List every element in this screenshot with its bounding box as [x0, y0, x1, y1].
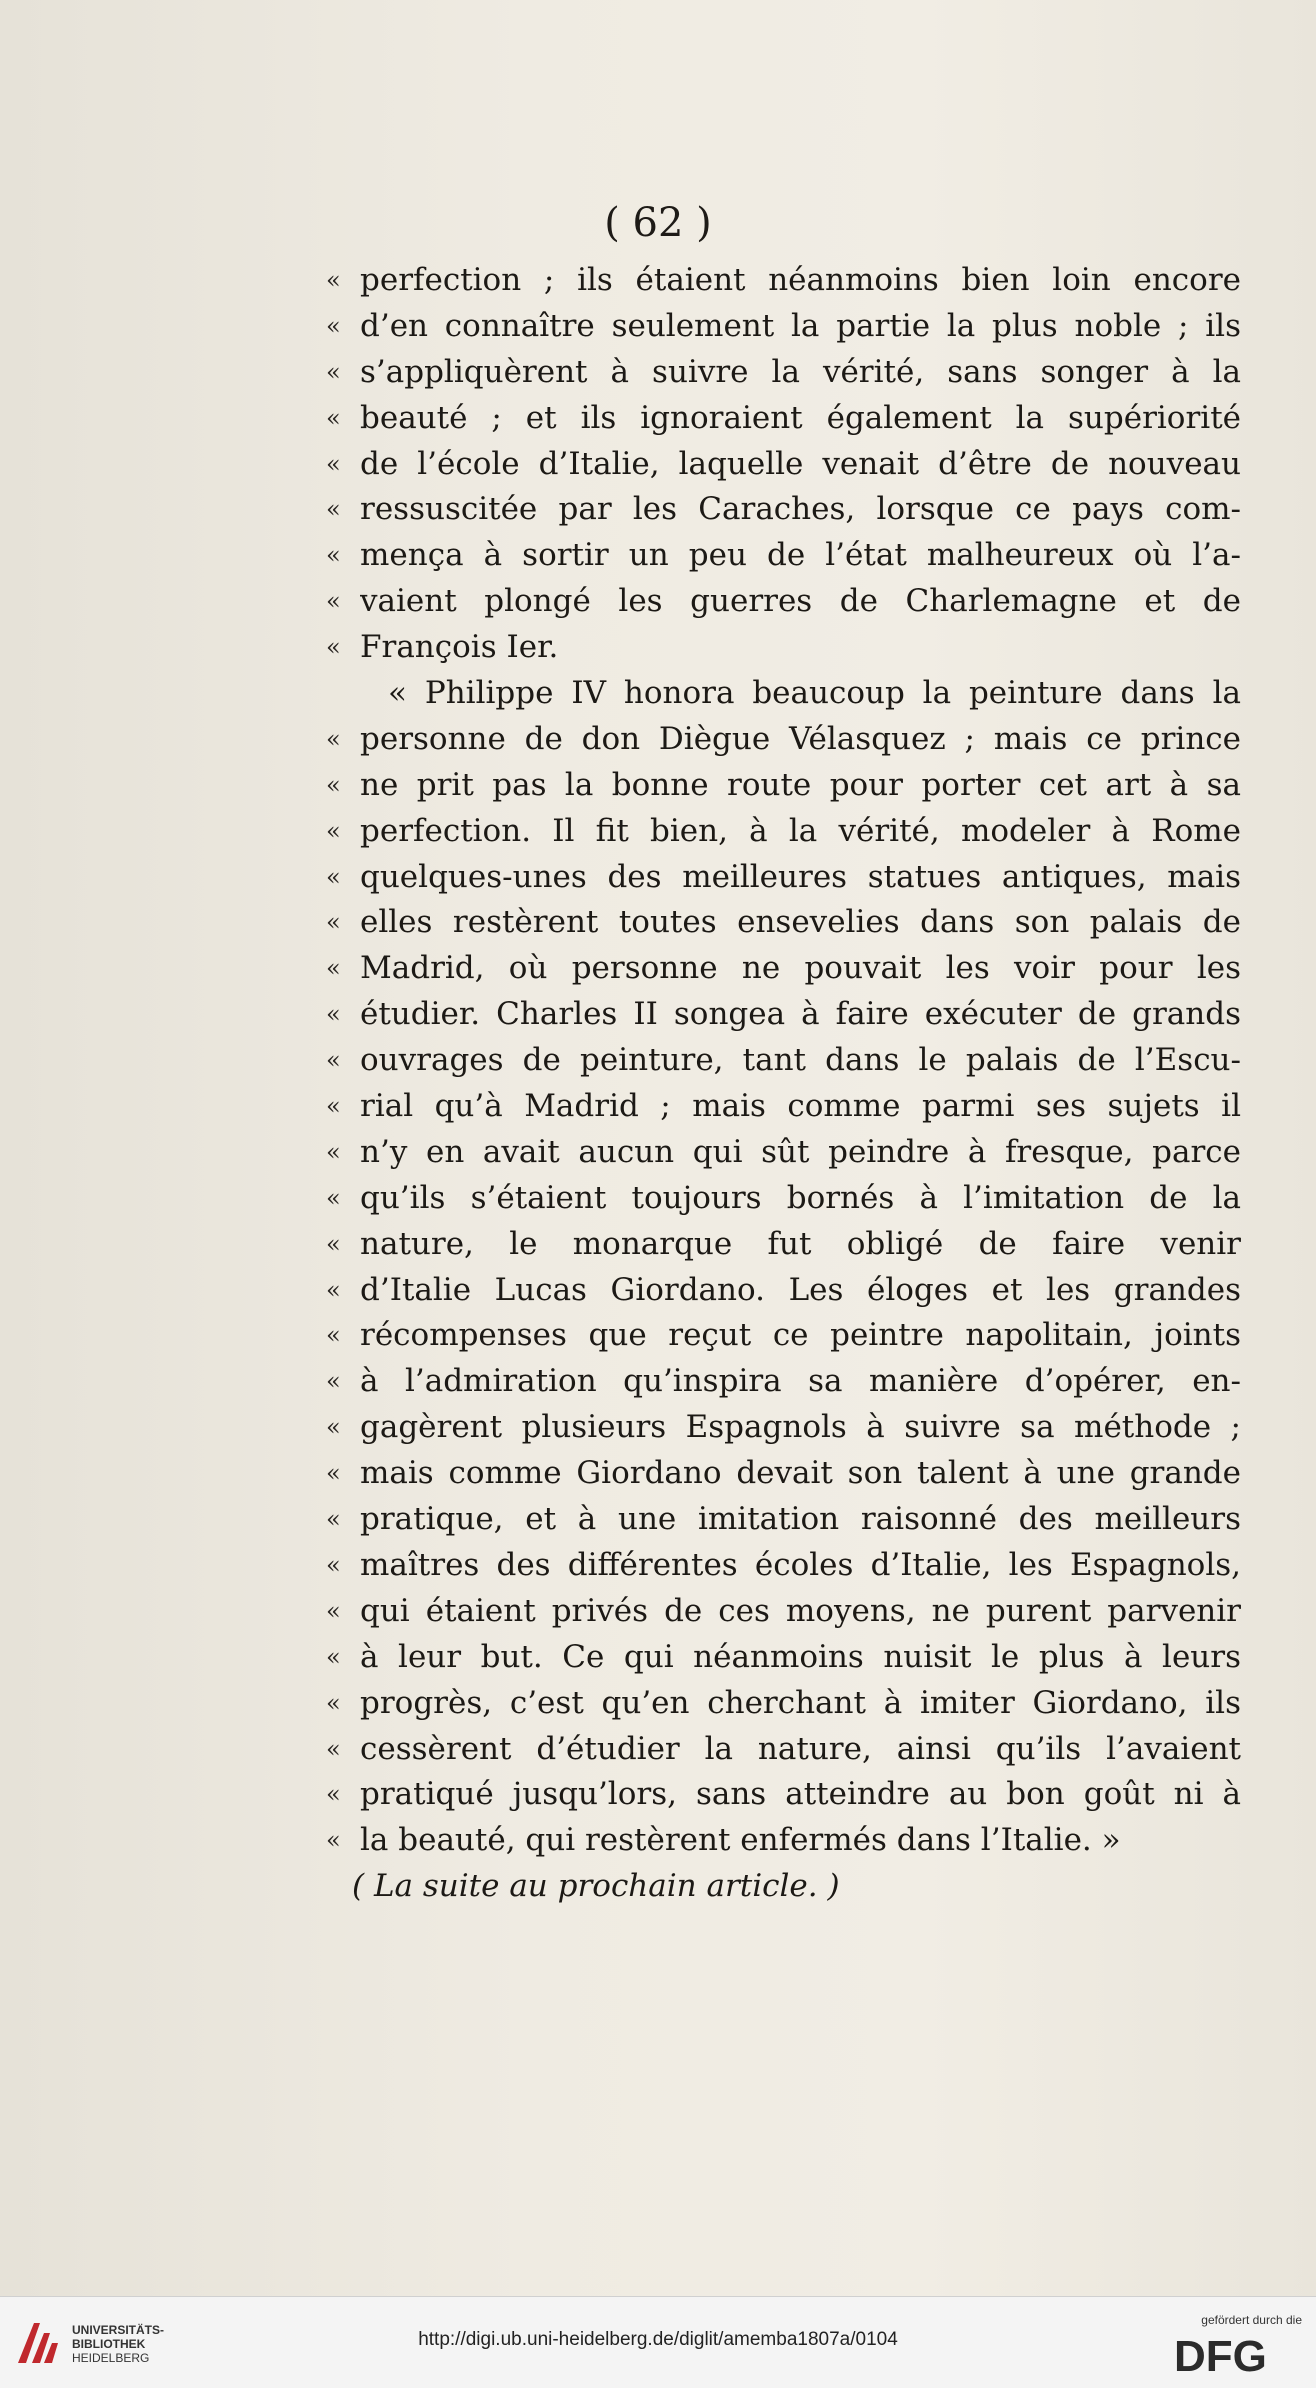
line-text: quelques-unes des meilleures statues antiques, mais — [360, 858, 1241, 895]
text-line — [326, 946, 1241, 992]
text-line — [326, 350, 1241, 396]
quote-mark: « — [326, 862, 341, 891]
line-text: personne de don Diègue Vélasquez ; mais ce prince — [360, 720, 1241, 757]
quote-mark: « — [326, 266, 341, 294]
line-text: s’appliquèrent à suivre la vérité, sans songer à la — [360, 353, 1241, 390]
quote-mark: « — [326, 495, 341, 524]
quote-mark: « — [326, 1550, 341, 1579]
dfg-logo-text: DFG — [1174, 2332, 1267, 2377]
line-text: Madrid, où personne ne pouvait les voir pour les — [360, 950, 1241, 987]
text-line — [326, 1543, 1241, 1589]
quote-mark: « — [326, 587, 341, 616]
text-line — [326, 1176, 1241, 1222]
line-text: cessèrent d’étudier la nature, ainsi qu’ils l’avaient — [360, 1730, 1241, 1767]
quote-mark: « — [326, 1596, 341, 1625]
line-text: ressuscitée par les Caraches, lorsque ce pays com- — [360, 491, 1241, 528]
line-text: de l’école d’Italie, laquelle venait d’être de nouveau — [360, 445, 1241, 482]
quote-mark: « — [326, 1092, 341, 1121]
quote-mark: « — [326, 541, 341, 570]
line-text: récompenses que reçut ce peintre napolitain, joints — [360, 1317, 1241, 1354]
quote-mark: « — [326, 1367, 341, 1396]
quote-mark: « — [326, 1734, 341, 1763]
text-line — [326, 1038, 1241, 1084]
text-line — [326, 1727, 1241, 1773]
text-line — [326, 717, 1241, 763]
text-line — [326, 396, 1241, 442]
quote-mark: « — [326, 908, 341, 937]
text-line — [326, 763, 1241, 809]
line-text: qui étaient privés de ces moyens, ne purent parvenir — [360, 1592, 1241, 1629]
continuation-note — [326, 1864, 1241, 1910]
line-text: n’y en avait aucun qui sût peindre à fresque, parce — [360, 1133, 1241, 1170]
text-line — [326, 1681, 1241, 1727]
line-text: ne prit pas la bonne route pour porter cet art à sa — [360, 766, 1241, 803]
quote-mark: « — [326, 633, 341, 662]
line-text: à l’admiration qu’inspira sa manière d’opérer, en- — [360, 1363, 1241, 1400]
text-line — [326, 1268, 1241, 1314]
text-line — [326, 855, 1241, 901]
line-text: progrès, c’est qu’en cherchant à imiter Giordano, ils — [360, 1684, 1241, 1721]
line-text: rial qu’à Madrid ; mais comme parmi ses sujets il — [360, 1088, 1241, 1125]
quote-mark: « — [326, 1826, 341, 1855]
quote-mark: « — [326, 1275, 341, 1304]
text-line — [326, 809, 1241, 855]
quote-mark: « — [326, 1780, 341, 1809]
quote-mark: « — [326, 954, 341, 983]
text-line — [326, 579, 1241, 625]
line-text: étudier. Charles II songea à faire exécuter de grands — [360, 996, 1241, 1033]
text-line — [326, 1359, 1241, 1405]
quote-mark: « — [326, 1688, 341, 1717]
line-text: la beauté, qui restèrent enfermés dans l’Italie. » — [360, 1822, 1121, 1859]
quote-mark: « — [326, 816, 341, 845]
text-line — [326, 1818, 1241, 1864]
logo-line-2: BIBLIOTHEK — [72, 2337, 146, 2351]
quote-mark: « — [326, 311, 341, 340]
quote-mark: « — [326, 1000, 341, 1029]
line-text: elles restèrent toutes ensevelies dans son palais de — [360, 904, 1241, 941]
line-text: perfection ; ils étaient néanmoins bien loin encore — [360, 262, 1241, 298]
line-text: maîtres des différentes écoles d’Italie, les Espagnols, — [360, 1546, 1241, 1583]
line-text: mença à sortir un peu de l’état malheureux où l’a- — [360, 537, 1241, 574]
line-text: vaient plongé les guerres de Charlemagne et de — [360, 583, 1241, 620]
dfg-logo-icon — [1174, 2331, 1302, 2377]
quote-mark: « — [326, 1642, 341, 1671]
line-text: François Ier. — [360, 629, 559, 666]
line-text: perfection. Il fit bien, à la vérité, modeler à Rome — [360, 812, 1241, 849]
text-line — [326, 1222, 1241, 1268]
text-line — [326, 258, 1241, 304]
quote-mark: « — [326, 1459, 341, 1488]
continuation-text: ( La suite au prochain article. ) — [352, 1868, 840, 1905]
text-line — [326, 1635, 1241, 1681]
line-text: d’en connaître seulement la partie la plus noble ; ils — [360, 307, 1241, 344]
viewer-footer — [0, 2296, 1316, 2388]
text-line — [326, 900, 1241, 946]
line-text: gagèrent plusieurs Espagnols à suivre sa méthode ; — [360, 1409, 1241, 1446]
permalink-url[interactable]: http://digi.ub.uni-heidelberg.de/diglit/amemba1807a/0104 — [418, 2329, 898, 2350]
quote-mark: « — [326, 1183, 341, 1212]
body-text — [326, 258, 1241, 1910]
quote-mark: « — [326, 1137, 341, 1166]
quote-mark: « — [326, 1321, 341, 1350]
text-line — [326, 487, 1241, 533]
text-line — [326, 442, 1241, 488]
text-line — [326, 1589, 1241, 1635]
quote-mark: « — [326, 1046, 341, 1075]
text-line — [326, 1084, 1241, 1130]
quote-mark: « — [326, 357, 341, 386]
line-text: qu’ils s’étaient toujours bornés à l’imitation de la — [360, 1179, 1241, 1216]
text-line — [326, 1313, 1241, 1359]
line-text: « Philippe IV honora beaucoup la peinture dans la — [388, 675, 1241, 712]
page-number: ( 62 ) — [604, 200, 712, 246]
text-line — [326, 1451, 1241, 1497]
sponsor-label: gefördert durch die — [1201, 2313, 1302, 2327]
text-line — [326, 304, 1241, 350]
text-line — [326, 1497, 1241, 1543]
line-text: nature, le monarque fut obligé de faire venir — [360, 1225, 1241, 1262]
quote-mark: « — [326, 1413, 341, 1442]
text-line — [326, 671, 1241, 717]
text-line — [326, 533, 1241, 579]
quote-mark: « — [326, 403, 341, 432]
line-text: ouvrages de peinture, tant dans le palais de l’Escu- — [360, 1042, 1241, 1079]
line-text: d’Italie Lucas Giordano. Les éloges et les grandes — [360, 1271, 1241, 1308]
logo-line-3: HEIDELBERG — [72, 2351, 150, 2365]
text-line — [326, 1405, 1241, 1451]
quote-mark: « — [326, 1229, 341, 1258]
quote-mark: « — [326, 449, 341, 478]
line-text: mais comme Giordano devait son talent à une grande — [360, 1455, 1241, 1492]
line-text: pratique, et à une imitation raisonné des meilleurs — [360, 1501, 1241, 1538]
quote-mark: « — [326, 770, 341, 799]
quote-mark: « — [326, 1505, 341, 1534]
logo-line-1: UNIVERSITÄTS- — [72, 2323, 165, 2337]
text-line — [326, 1772, 1241, 1818]
text-line — [326, 1130, 1241, 1176]
line-text: beauté ; et ils ignoraient également la supériorité — [360, 399, 1241, 436]
text-line — [326, 992, 1241, 1038]
quote-mark: « — [326, 724, 341, 753]
line-text: pratiqué jusqu’lors, sans atteindre au bon goût ni à — [360, 1776, 1241, 1813]
line-text: à leur but. Ce qui néanmoins nuisit le plus à leurs — [360, 1638, 1241, 1675]
text-line — [326, 625, 1241, 671]
